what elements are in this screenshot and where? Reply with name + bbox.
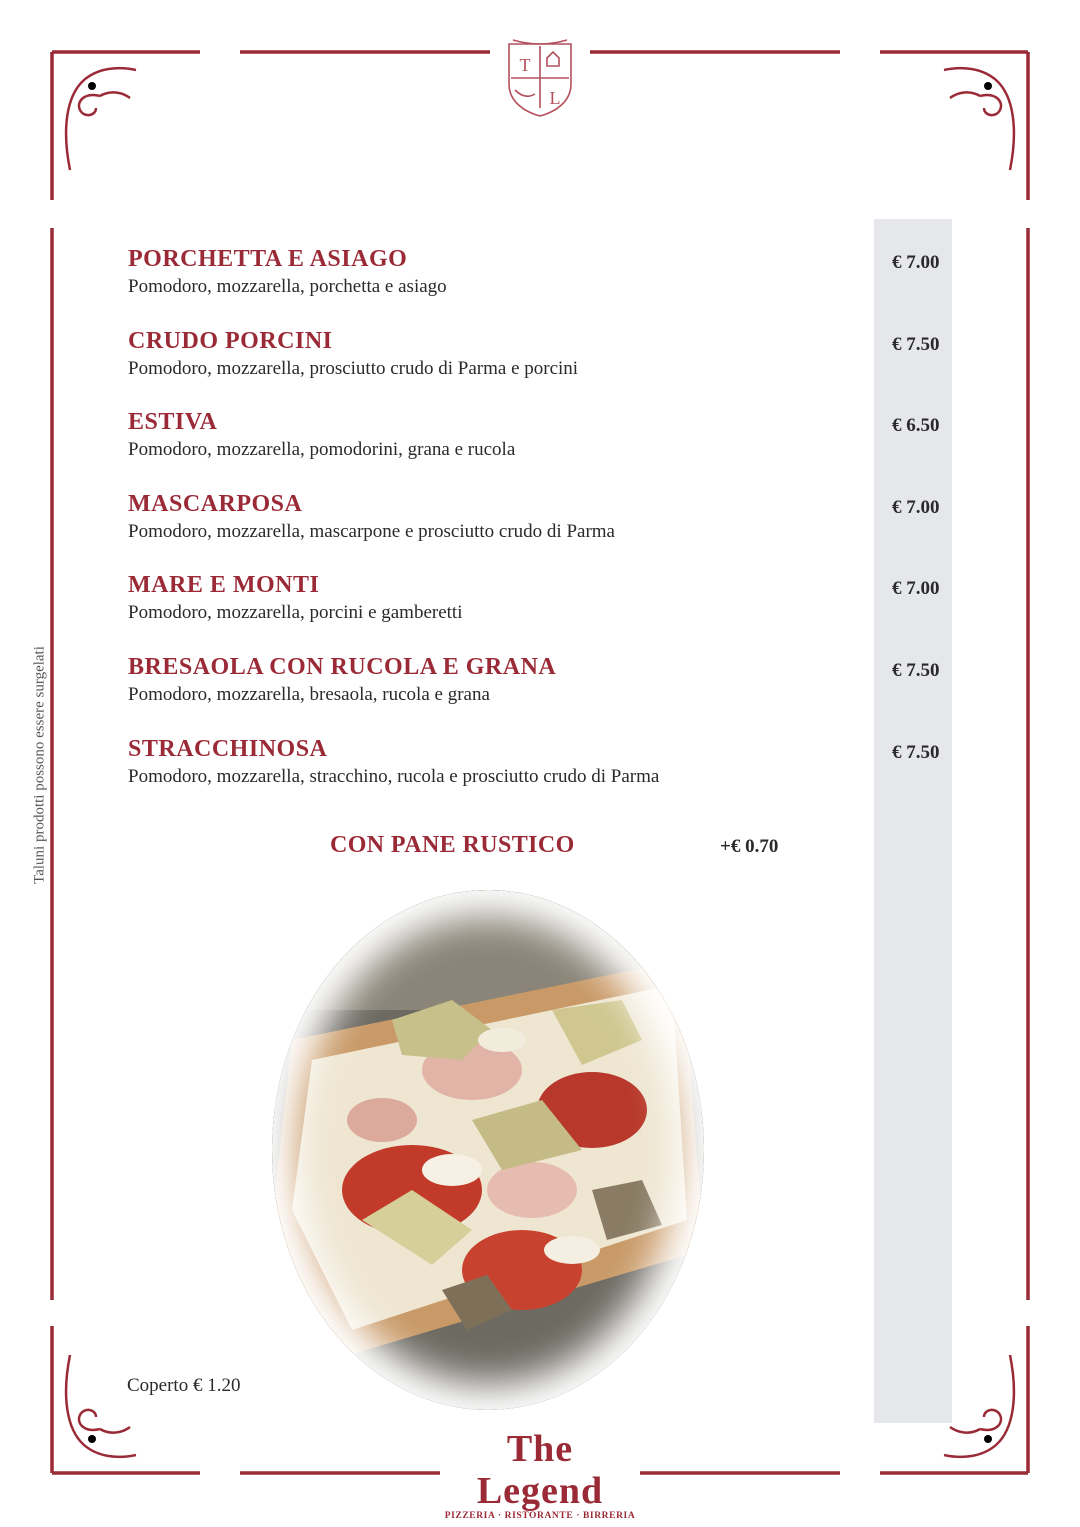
menu-item-description: Pomodoro, mozzarella, pomodorini, grana e rucola [128, 439, 516, 461]
menu-item [128, 407, 968, 489]
crest-logo-icon [503, 38, 577, 118]
menu-item-price: € 7.50 [892, 333, 940, 355]
pizza-menu-list [128, 244, 968, 815]
menu-item-description: Pomodoro, mozzarella, mascarpone e prosciutto crudo di Parma [128, 520, 615, 542]
menu-item-name: ESTIVA [128, 409, 218, 436]
menu-item-price: € 7.00 [892, 578, 940, 600]
menu-item-price: € 6.50 [892, 415, 940, 437]
pizza-photo [272, 890, 704, 1410]
cover-charge: Coperto € 1.20 [127, 1375, 241, 1396]
menu-item-description: Pomodoro, mozzarella, stracchino, rucola e prosciutto crudo di Parma [128, 765, 660, 787]
menu-item-name: MASCARPOSA [128, 490, 303, 517]
rustic-bread-option-label: CON PANE RUSTICO [330, 832, 575, 858]
menu-item-name: CRUDO PORCINI [128, 327, 333, 354]
menu-item-description: Pomodoro, mozzarella, porcini e gamberetti [128, 602, 463, 624]
crest-initial-l: L [549, 88, 561, 108]
menu-item-price: € 7.00 [892, 252, 940, 273]
rustic-bread-option-price: +€ 0.70 [720, 836, 779, 857]
brand-name: The Legend [476, 1428, 604, 1512]
menu-item-description: Pomodoro, mozzarella, porchetta e asiago [128, 276, 447, 297]
menu-item-description: Pomodoro, mozzarella, prosciutto crudo di Parma e porcini [128, 357, 579, 379]
menu-item-name: BRESAOLA CON RUCOLA E GRANA [128, 653, 557, 680]
menu-item-price: € 7.50 [892, 659, 940, 681]
menu-item-price: € 7.00 [892, 496, 940, 518]
menu-item-description: Pomodoro, mozzarella, bresaola, rucola e grana [128, 683, 490, 705]
crest-initial-t: T [519, 55, 531, 75]
menu-item-name: MARE E MONTI [128, 572, 320, 599]
menu-item [128, 734, 968, 816]
menu-item [128, 570, 968, 652]
menu-item-name: STRACCHINOSA [128, 735, 328, 762]
menu-item [128, 652, 968, 734]
brand-logo [440, 1428, 640, 1521]
brand-tagline: PIZZERIA · RISTORANTE · BIRRERIA [444, 1511, 636, 1521]
menu-item [128, 326, 968, 408]
menu-item-name: PORCHETTA E ASIAGO [128, 246, 408, 272]
menu-item [128, 489, 968, 571]
frozen-products-note: Taluni prodotti possono essere surgelati [31, 646, 48, 884]
menu-item [128, 244, 968, 326]
menu-item-price: € 7.50 [892, 741, 940, 763]
